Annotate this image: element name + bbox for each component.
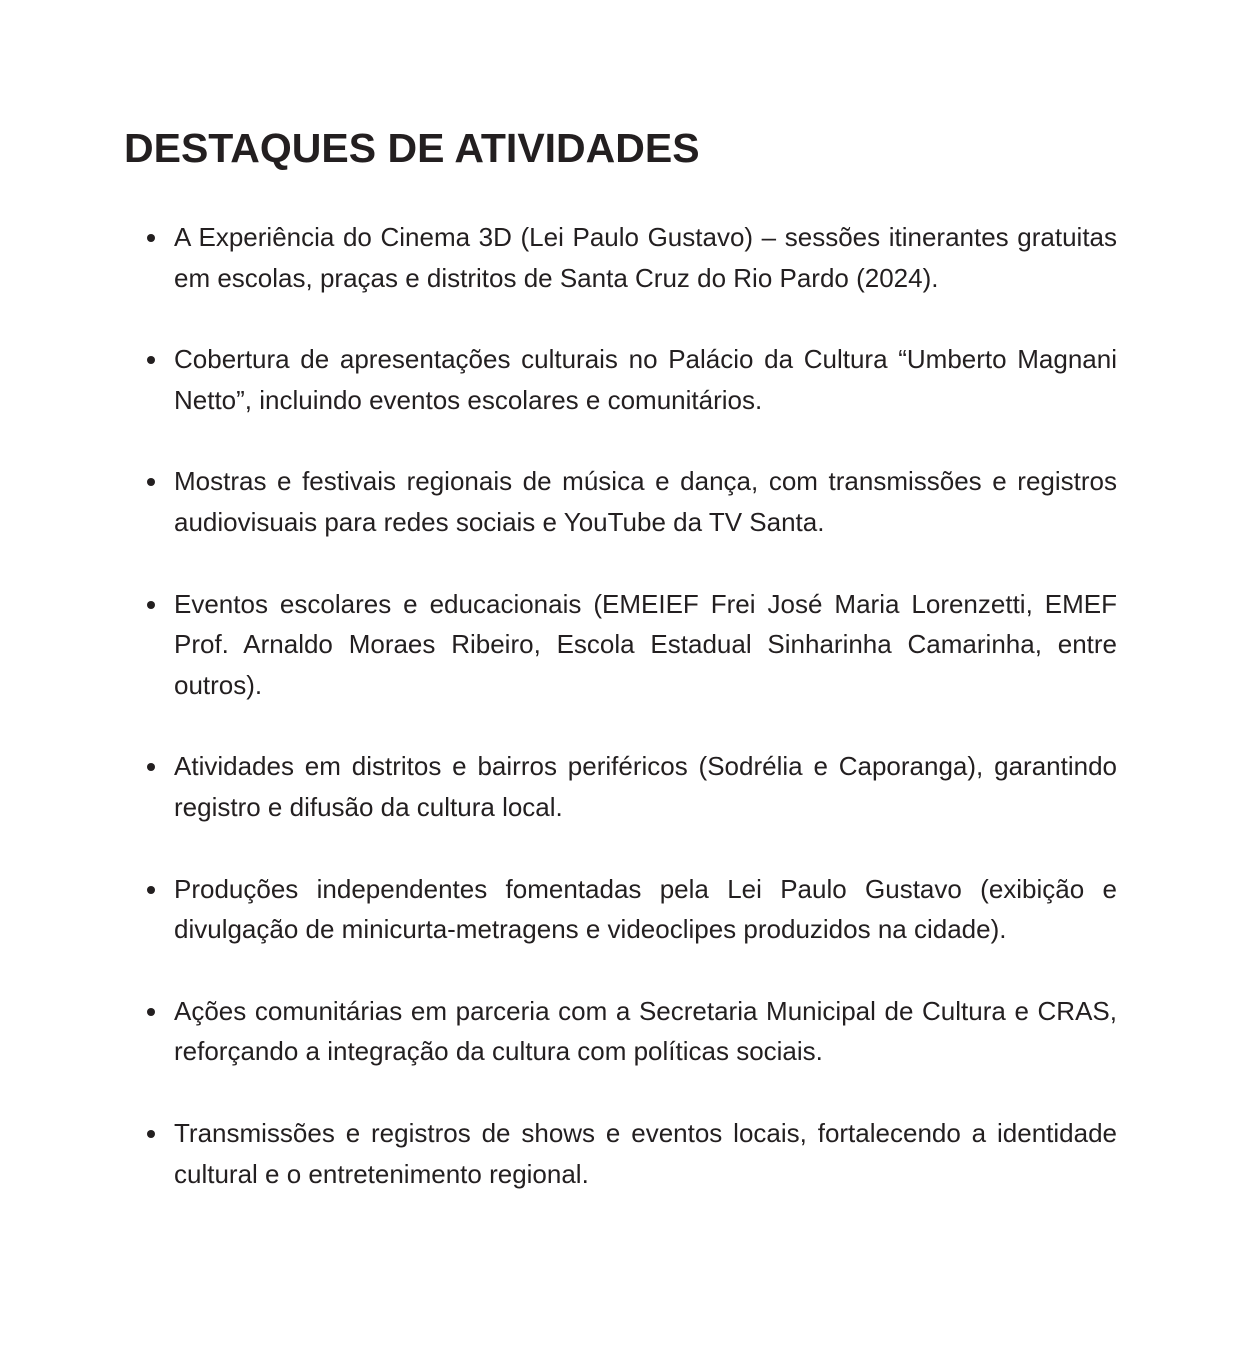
list-item-text: Cobertura de apresentações culturais no Palácio da Cultura “Umberto Magnani Netto”, incluindo eventos escolares e comunitários. [174, 344, 1117, 415]
list-item-text: Eventos escolares e educacionais (EMEIEF Frei José Maria Lorenzetti, EMEF Prof. Arnaldo Moraes Ribeiro, Escola Estadual Sinharinha Camarinha, entre outros). [174, 588, 1117, 700]
bullet-icon [147, 1130, 155, 1138]
bullet-icon [147, 763, 155, 771]
list-item-text: Atividades em distritos e bairros periféricos (Sodrélia e Caporanga), garantindo registro e difusão da cultura local. [174, 751, 1117, 822]
list-item [124, 584, 1117, 706]
list-item [124, 1113, 1117, 1194]
page-title: DESTAQUES DE ATIVIDADES [124, 125, 700, 171]
list-item-text: Transmissões e registros de shows e eventos locais, fortalecendo a identidade cultural e o entretenimento regional. [174, 1117, 1117, 1189]
list-item [124, 339, 1117, 420]
bullet-icon [147, 478, 155, 486]
bullet-icon [147, 601, 155, 609]
bullet-icon [147, 1008, 155, 1016]
bullet-icon [147, 886, 155, 894]
list-item-text: Mostras e festivais regionais de música e dança, com transmissões e registros audiovisuais para redes sociais e YouTube da TV Santa. [174, 466, 1117, 537]
list-item-text: A Experiência do Cinema 3D (Lei Paulo Gustavo) – sessões itinerantes gratuitas em escolas, praças e distritos de Santa Cruz do Rio Pardo (2024). [174, 222, 1117, 293]
list-item [124, 461, 1117, 542]
list-item [124, 991, 1117, 1072]
list-item-text: Ações comunitárias em parceria com a Secretaria Municipal de Cultura e CRAS, reforçando a integração da cultura com políticas sociais. [174, 995, 1117, 1067]
list-item [124, 869, 1117, 950]
list-item [124, 746, 1117, 827]
activities-list [124, 217, 1117, 1235]
bullet-icon [147, 356, 155, 364]
bullet-icon [147, 234, 155, 242]
list-item [124, 217, 1117, 298]
list-item-text: Produções independentes fomentadas pela Lei Paulo Gustavo (exibição e divulgação de minicurta-metragens e videoclipes produzidos na cidade). [174, 873, 1117, 945]
